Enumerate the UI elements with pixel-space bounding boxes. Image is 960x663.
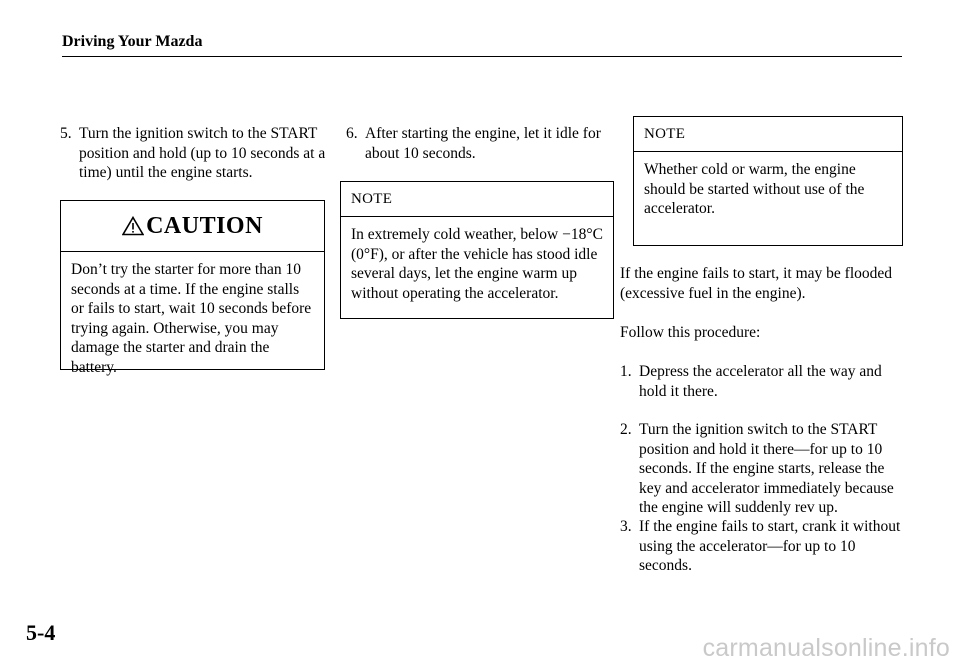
step-text: Depress the accelerator all the way and hold it there. — [639, 363, 882, 400]
note-body: Whether cold or warm, the engine should be started without use of the accelerator. — [644, 161, 865, 217]
step-number: 5. — [60, 125, 72, 142]
step-number: 1. — [620, 363, 632, 380]
warning-triangle-icon — [122, 216, 144, 236]
procedure-step-1 — [620, 362, 905, 401]
page-number: 5-4 — [26, 620, 56, 645]
step-text: After starting the engine, let it idle for about 10 seconds. — [365, 125, 601, 162]
caution-header — [61, 201, 324, 252]
caution-body: Don’t try the starter for more than 10 seconds at a time. If the engine stalls or fails to start, wait 10 seconds before trying again. Otherwise, you may damage the starter and drain the battery. — [71, 261, 312, 376]
note-heading: NOTE — [341, 182, 613, 217]
step-text: Turn the ignition switch to the START position and hold it there—for up to 10 seconds. If the engine starts, release the key and accelerator immediately because the engine will suddenly rev up. — [639, 421, 894, 516]
procedure-step-3 — [620, 517, 905, 576]
step-6 — [346, 124, 614, 163]
watermark-text: carmanualsonline.info — [702, 634, 950, 662]
flooded-paragraph: If the engine fails to start, it may be flooded (excessive fuel in the engine). — [620, 265, 893, 302]
step-number: 2. — [620, 421, 632, 438]
procedure-step-2 — [620, 420, 905, 518]
procedure-intro: Follow this procedure: — [620, 324, 761, 341]
step-number: 3. — [620, 518, 632, 535]
step-text: If the engine fails to start, crank it without using the accelerator—for up to 10 seconds. — [639, 518, 901, 574]
caution-heading: CAUTION — [146, 212, 263, 239]
note-heading: NOTE — [634, 117, 902, 152]
note-box-accelerator — [633, 116, 903, 246]
note-box-cold-weather — [340, 181, 614, 319]
note-body: In extremely cold weather, below −18°C (0°F), or after the vehicle has stood idle several days, let the engine warm up without operating the accelerator. — [351, 226, 603, 302]
step-text: Turn the ignition switch to the START position and hold (up to 10 seconds at a time) until the engine starts. — [79, 125, 326, 181]
step-number: 6. — [346, 125, 358, 142]
header-divider — [62, 56, 902, 57]
page-header-title: Driving Your Mazda — [62, 33, 203, 50]
caution-box — [60, 200, 325, 376]
step-5 — [60, 124, 330, 183]
